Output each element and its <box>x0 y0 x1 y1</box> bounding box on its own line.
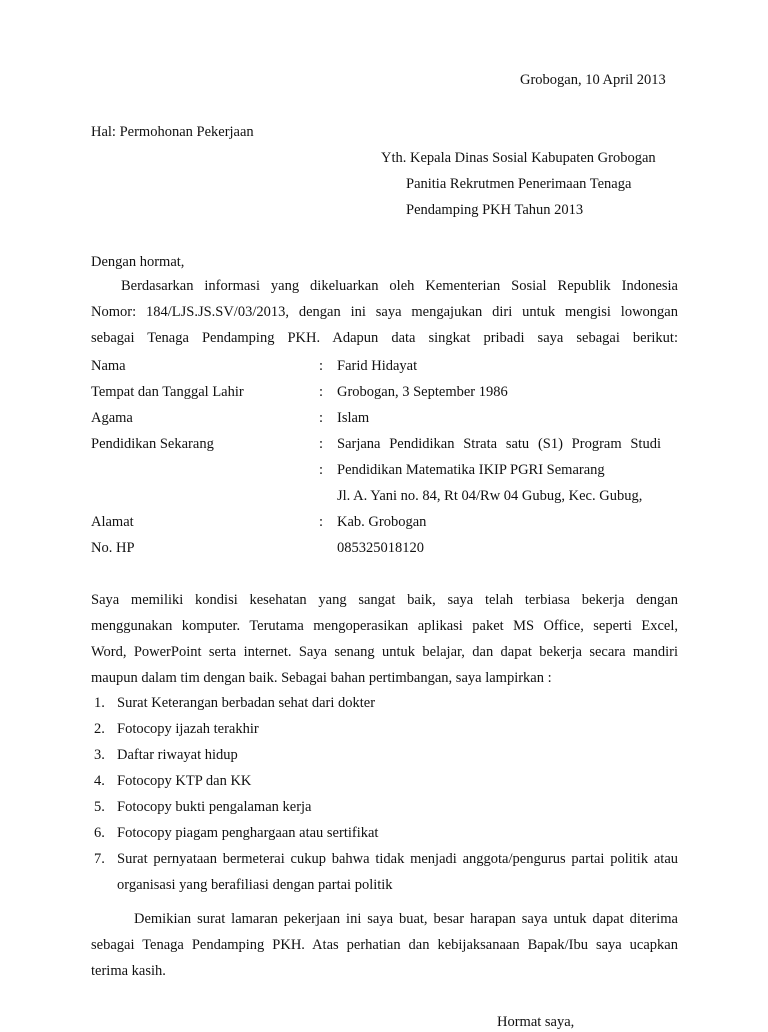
data-colon: : <box>319 436 324 452</box>
list-item-continuation <box>94 872 678 898</box>
data-row-birth <box>91 379 678 405</box>
data-row-education <box>91 431 678 457</box>
intro-line: Berdasarkan informasi yang dikeluarkan oleh Kementerian Sosial Republik Indonesia <box>121 278 678 294</box>
letter-date: Grobogan, 10 April 2013 <box>520 72 666 88</box>
closing-line: Demikian surat lamaran pekerjaan ini saya buat, besar harapan saya untuk dapat diterima <box>134 911 678 927</box>
data-label: No. HP <box>91 540 135 556</box>
data-value: Grobogan, 3 September 1986 <box>337 384 508 400</box>
list-item <box>94 742 678 768</box>
closing-line: terima kasih. <box>91 963 166 979</box>
list-number: 5. <box>94 799 105 815</box>
data-value: Sarjana Pendidikan Strata satu (S1) Program Studi <box>337 436 661 452</box>
body-line: Saya memiliki kondisi kesehatan yang sangat baik, saya telah terbiasa bekerja dengan <box>91 592 678 608</box>
intro-line: Nomor: 184/LJS.JS.SV/03/2013, dengan ini saya mengajukan diri untuk mengisi lowongan <box>91 304 678 320</box>
data-label: Tempat dan Tanggal Lahir <box>91 384 244 400</box>
data-row-address <box>91 509 678 535</box>
data-colon: : <box>319 462 324 478</box>
data-value: Pendidikan Matematika IKIP PGRI Semarang <box>337 462 605 478</box>
data-row-phone <box>91 535 678 561</box>
data-row-religion <box>91 405 678 431</box>
signoff: Hormat saya, <box>497 1014 575 1030</box>
closing-line: sebagai Tenaga Pendamping PKH. Atas perhatian dan kebijaksanaan Bapak/Ibu saya ucapkan <box>91 937 678 953</box>
data-row-name <box>91 353 678 379</box>
list-item <box>94 690 678 716</box>
data-row-education-cont <box>91 457 678 483</box>
list-text: Fotocopy bukti pengalaman kerja <box>117 799 312 815</box>
list-item <box>94 768 678 794</box>
list-text: organisasi yang berafiliasi dengan partai politik <box>117 877 393 893</box>
list-text: Daftar riwayat hidup <box>117 747 238 763</box>
data-label: Nama <box>91 358 126 374</box>
body-line: menggunakan komputer. Terutama mengoperasikan aplikasi paket MS Office, seperti Excel, <box>91 618 678 634</box>
data-value: Islam <box>337 410 370 426</box>
list-item <box>94 846 678 872</box>
list-text: Fotocopy KTP dan KK <box>117 773 252 789</box>
body-line: maupun dalam tim dengan baik. Sebagai bahan pertimbangan, saya lampirkan : <box>91 670 552 686</box>
recipient-line: Panitia Rekrutmen Penerimaan Tenaga <box>406 176 632 192</box>
list-text: Surat pernyataan bermeterai cukup bahwa tidak menjadi anggota/pengurus partai politik atau <box>117 851 678 867</box>
greeting: Dengan hormat, <box>91 254 185 270</box>
intro-line: sebagai Tenaga Pendamping PKH. Adapun data singkat pribadi saya sebagai berikut: <box>91 330 678 346</box>
list-text: Surat Keterangan berbadan sehat dari dokter <box>117 695 376 711</box>
list-number: 1. <box>94 695 105 711</box>
data-label: Agama <box>91 410 133 426</box>
data-value: Jl. A. Yani no. 84, Rt 04/Rw 04 Gubug, Kec. Gubug, <box>337 488 643 504</box>
body-line: Word, PowerPoint serta internet. Saya senang untuk belajar, dan dapat bekerja secara mandiri <box>91 644 678 660</box>
list-number: 4. <box>94 773 105 789</box>
recipient-line: Pendamping PKH Tahun 2013 <box>406 202 584 218</box>
data-value: 085325018120 <box>337 540 424 556</box>
data-value: Kab. Grobogan <box>337 514 427 530</box>
list-item <box>94 820 678 846</box>
list-number: 6. <box>94 825 105 841</box>
list-item <box>94 716 678 742</box>
data-label: Alamat <box>91 514 134 530</box>
data-value: Farid Hidayat <box>337 358 418 374</box>
list-item <box>94 794 678 820</box>
list-number: 3. <box>94 747 105 763</box>
letter-subject: Hal: Permohonan Pekerjaan <box>91 124 254 140</box>
recipient-line: Yth. Kepala Dinas Sosial Kabupaten Grobogan <box>381 150 656 166</box>
data-colon: : <box>319 410 324 426</box>
list-number: 7. <box>94 851 105 867</box>
list-text: Fotocopy ijazah terakhir <box>117 721 259 737</box>
data-colon: : <box>319 514 324 530</box>
data-colon: : <box>319 384 324 400</box>
data-row-address-line1 <box>91 483 678 509</box>
data-label: Pendidikan Sekarang <box>91 436 214 452</box>
list-number: 2. <box>94 721 105 737</box>
list-text: Fotocopy piagam penghargaan atau sertifikat <box>117 825 379 841</box>
data-colon: : <box>319 358 324 374</box>
